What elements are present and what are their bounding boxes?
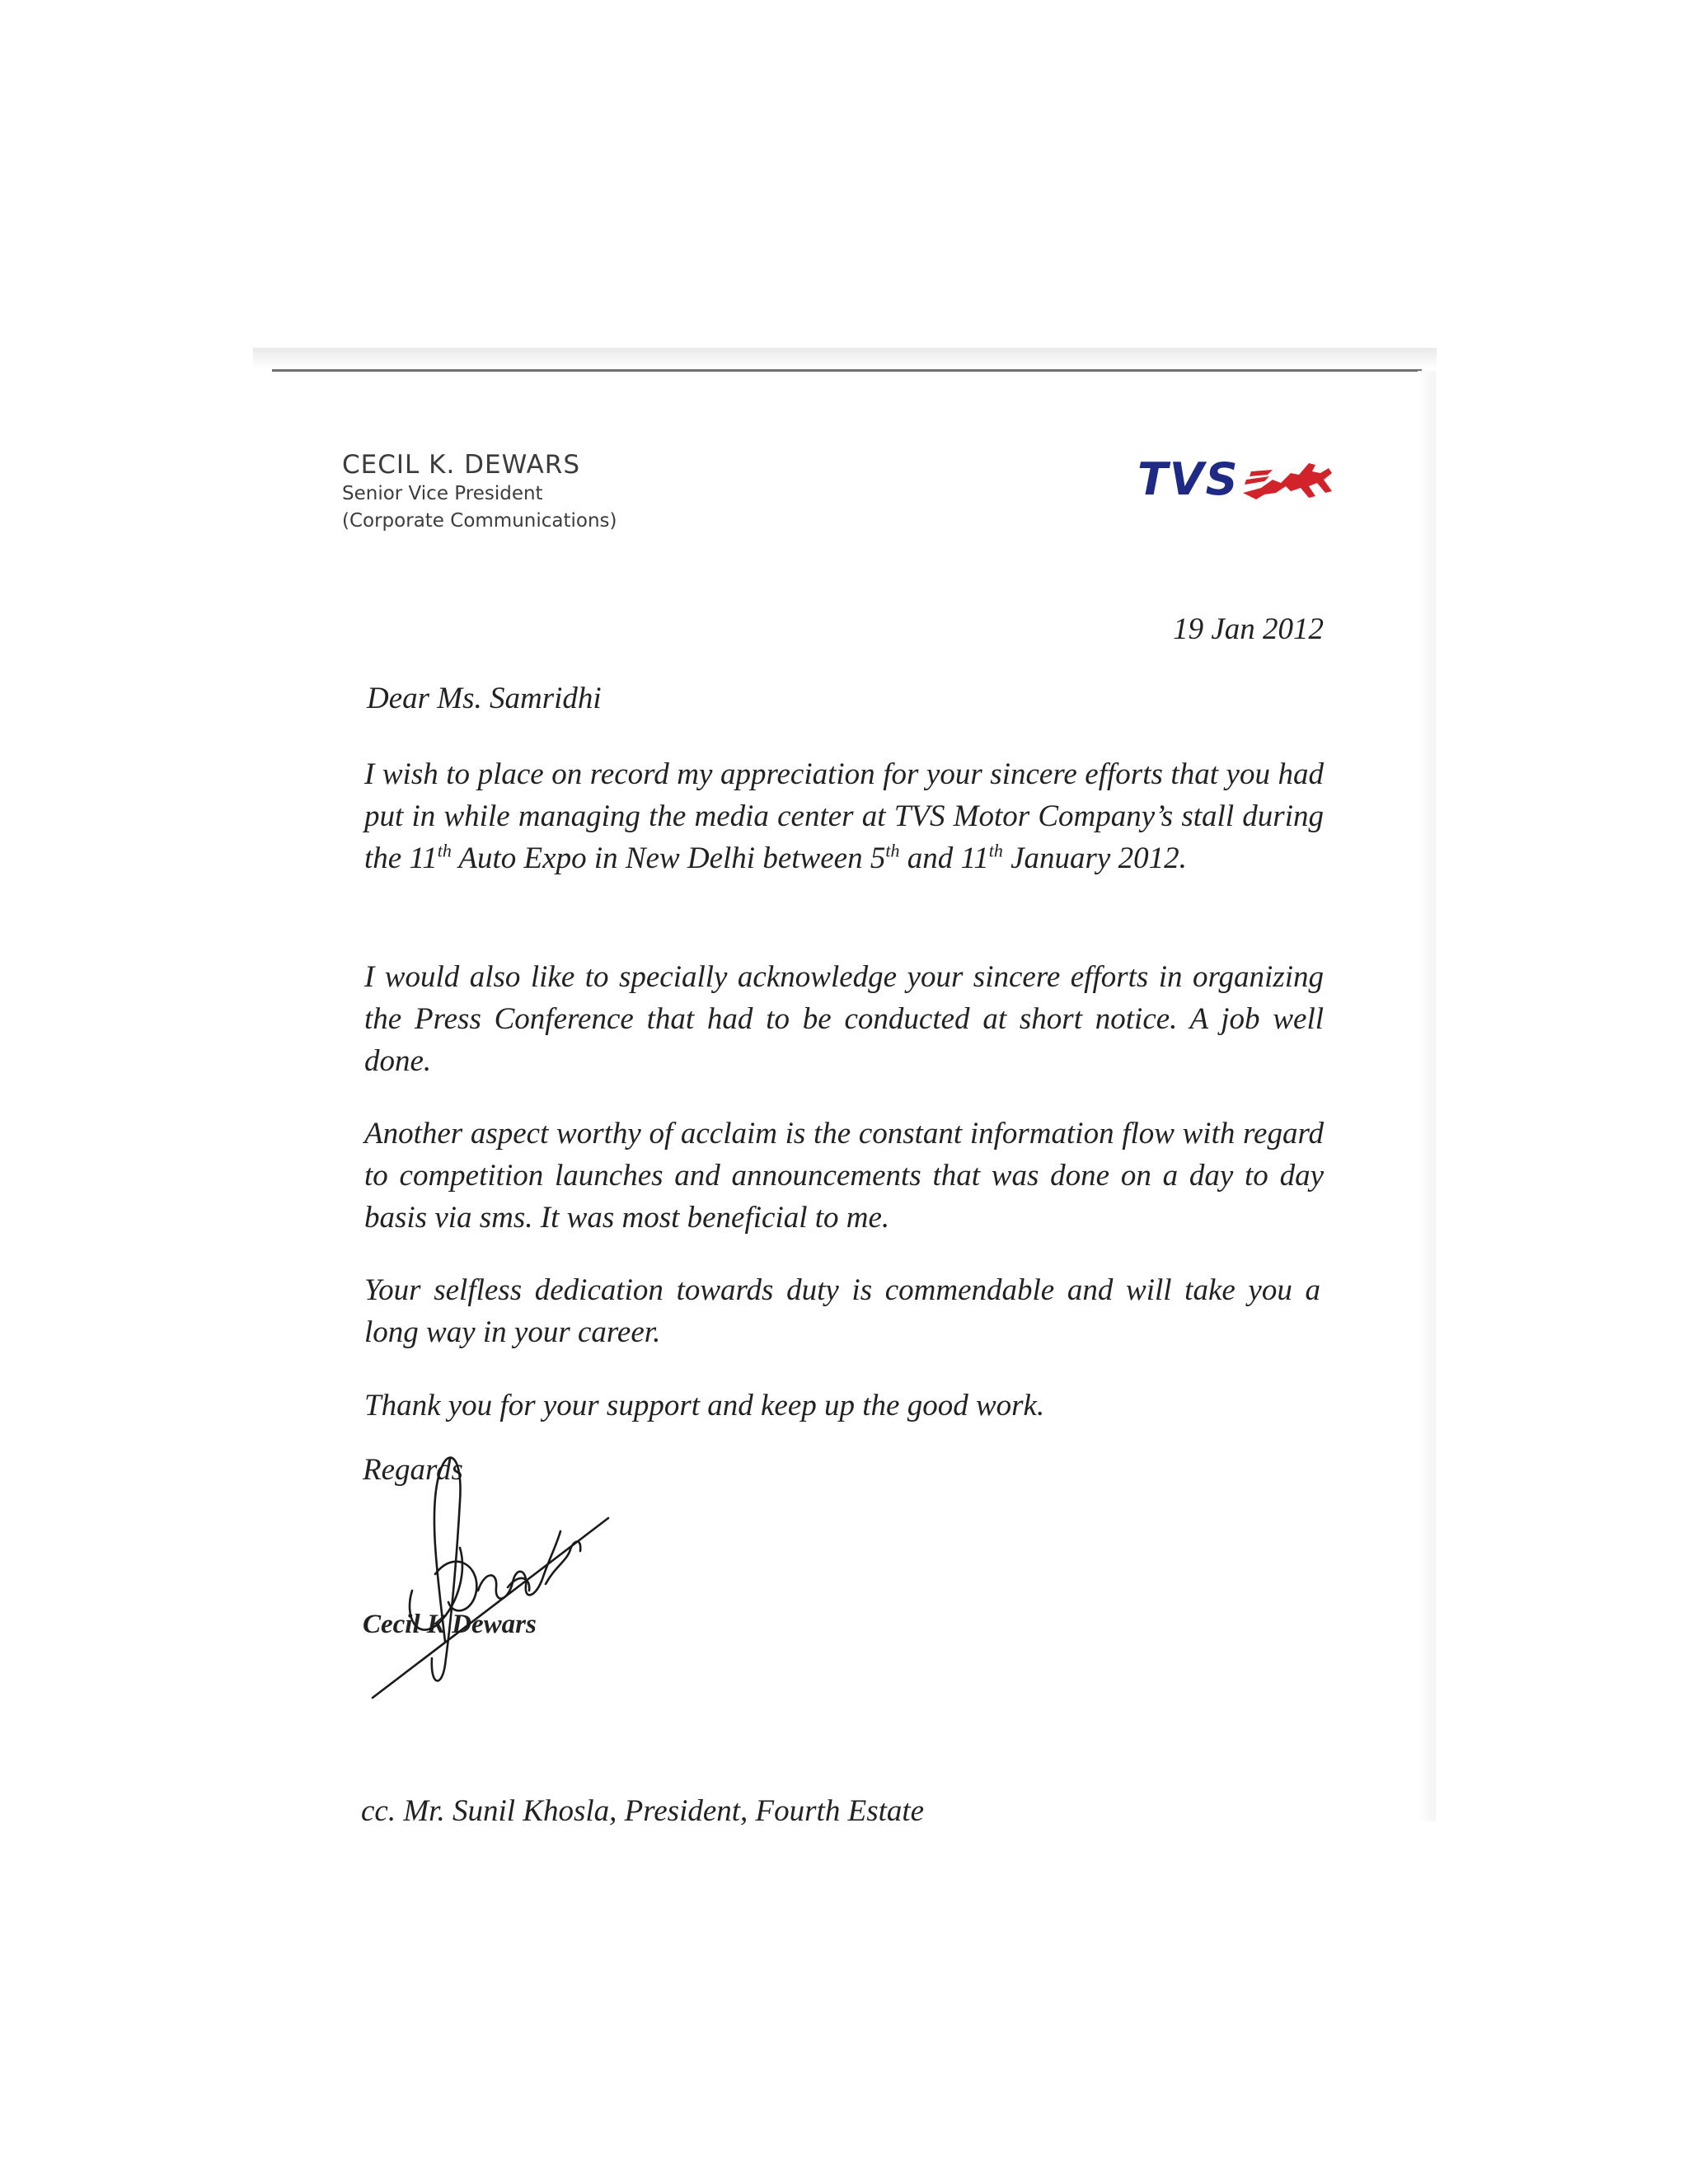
superscript: th — [885, 840, 900, 861]
paragraph-text: January 2012. — [1002, 841, 1187, 875]
closing: Regards — [363, 1453, 463, 1487]
salutation: Dear Ms. Samridhi — [367, 682, 602, 715]
paragraph-appreciation — [364, 753, 1324, 879]
scan-shadow — [253, 348, 1437, 369]
logo-text: TVS — [1137, 453, 1240, 505]
letter-date: 19 Jan 2012 — [1173, 612, 1324, 646]
paragraph-information-flow: Another aspect worthy of acclaim is the constant information flow with regard to competition launches and announcements that was done on a day to day basis via sms. It was most beneficial to me. — [364, 1117, 1324, 1235]
paragraph-text: Auto Expo in New Delhi between 5 — [451, 841, 886, 875]
paragraph-text: I wish to place on record my appreciation for your sincere efforts that you had put in while managing the media center at TVS Motor Company’s stall during the 11 — [364, 757, 1324, 875]
sender-name: CECIL K. DEWARS — [342, 450, 581, 480]
superscript: th — [988, 840, 1003, 861]
sender-title: Senior Vice President — [342, 483, 543, 504]
horse-icon — [1240, 455, 1335, 504]
cc-line: cc. Mr. Sunil Khosla, President, Fourth Estate — [361, 1794, 925, 1828]
superscript: th — [437, 840, 452, 861]
paragraph-press-conference: I would also like to specially acknowledge your sincere efforts in organizing the Press Conference that had to be conducted at short notice. A job well done. — [364, 960, 1324, 1078]
scan-shadow-right — [1418, 371, 1436, 1821]
sender-department: (Corporate Communications) — [342, 510, 617, 532]
letterhead-sender — [342, 449, 617, 535]
tvs-logo — [1137, 452, 1335, 508]
handwritten-signature — [363, 1426, 618, 1706]
signer-name: Cecil K Dewars — [363, 1610, 537, 1639]
paragraph-thanks: Thank you for your support and keep up the good work. — [364, 1389, 1045, 1422]
paragraph-dedication: Your selfless dedication towards duty is commendable and will take you a long way in your career. — [364, 1273, 1320, 1349]
paragraph-text: and 11 — [899, 841, 989, 875]
